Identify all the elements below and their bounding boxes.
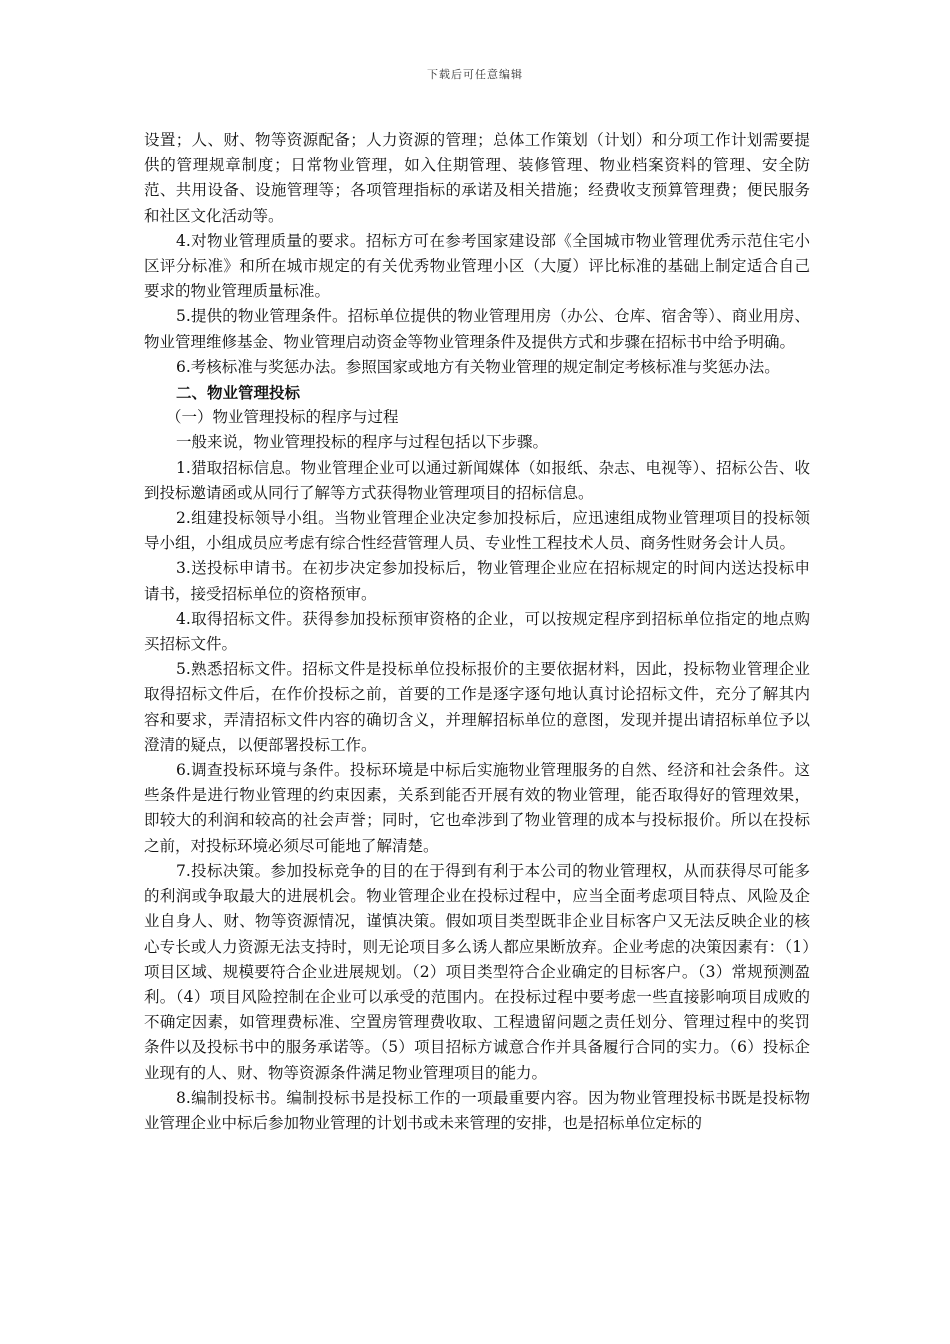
paragraph-step-1: 1.猎取招标信息。物业管理企业可以通过新闻媒体（如报纸、杂志、电视等）、招标公告、收到投标邀请函或从同行了解等方式获得物业管理项目的招标信息。: [144, 458, 810, 502]
paragraph-assessment-standards: 6.考核标准与奖惩办法。参照国家或地方有关物业管理的规定制定考核标准与奖惩办法。: [176, 357, 780, 376]
paragraph-intro-steps: 一般来说，物业管理投标的程序与过程包括以下步骤。: [176, 433, 549, 452]
paragraph-step-8: 8.编制投标书。编制投标书是投标工作的一项最重要内容。因为物业管理投标书既是投标物业管理企业中标后参加物业管理的计划书或未来管理的安排，也是招标单位定标的: [144, 1088, 810, 1132]
subsection-heading-procedure: （一）物业管理投标的程序与过程: [166, 408, 399, 427]
paragraph-management-content-continued: 设置；人、财、物等资源配备；人力资源的管理；总体工作策划（计划）和分项工作计划需要提供的管理规章制度；日常物业管理，如入住期管理、装修管理、物业档案资料的管理、安全防范、共用设备、设施管理等；各项管理指标的承诺及相关措施；经费收支预算管理费；便民服务和社区文化活动等。: [144, 131, 810, 225]
section-heading-bidding: 二、物业管理投标: [176, 383, 301, 403]
document-body: [144, 128, 810, 1136]
paragraph-step-7: 7.投标决策。参加投标竞争的目的在于得到有利于本公司的物业管理权，从而获得尽可能多的利润或争取最大的进展机会。物业管理企业在投标过程中，应当全面考虑项目特点、风险及企业自身人、财、物等资源情况，谨慎决策。假如项目类型既非企业目标客户又无法反映企业的核心专长或人力资源无法支持时，则无论项目多么诱人都应果断放弃。企业考虑的决策因素有：（1）项目区域、规模要符合企业进展规划。（2）项目类型符合企业确定的目标客户。（3）常规预测盈利。（4）项目风险控制在企业可以承受的范围内。在投标过程中要考虑一些直接影响项目成败的不确定因素，如管理费标准、空置房管理费收取、工程遗留问题之责任划分、管理过程中的奖罚条件以及投标书中的服务承诺等。（5）项目招标方诚意合作并具备履行合同的实力。（6）投标企业现有的人、财、物等资源条件满足物业管理项目的能力。: [144, 861, 810, 1082]
paragraph-step-6: 6.调查投标环境与条件。投标环境是中标后实施物业管理服务的自然、经济和社会条件。这些条件是进行物业管理的约束因素，关系到能否开展有效的物业管理，能否取得好的管理效果，即较大的利润和较高的社会声誉；同时，它也牵涉到了物业管理的成本与投标报价。所以在投标之前，对投标环境必须尽可能地了解清楚。: [144, 761, 810, 855]
paragraph-step-3: 3.送投标申请书。在初步决定参加投标后，物业管理企业应在招标规定的时间内送达投标申请书，接受招标单位的资格预审。: [144, 559, 810, 603]
paragraph-step-2: 2.组建投标领导小组。当物业管理企业决定参加投标后，应迅速组成物业管理项目的投标领导小组，小组成员应考虑有综合性经营管理人员、专业性工程技术人员、商务性财务会计人员。: [144, 509, 810, 553]
page-header-note: 下载后可任意编辑: [427, 68, 523, 81]
paragraph-quality-requirements: 4.对物业管理质量的要求。招标方可在参考国家建设部《全国城市物业管理优秀示范住宅小区评分标准》和所在城市规定的有关优秀物业管理小区（大厦）评比标准的基础上制定适合自己要求的物业管理质量标准。: [144, 231, 810, 301]
paragraph-step-4: 4.取得招标文件。获得参加投标预审资格的企业，可以按规定程序到招标单位指定的地点购买招标文件。: [144, 609, 810, 654]
paragraph-step-5: 5.熟悉招标文件。招标文件是投标单位投标报价的主要依据材料，因此，投标物业管理企业取得招标文件后，在作价投标之前，首要的工作是逐字逐句地认真讨论招标文件，充分了解其内容和要求，弄清招标文件内容的确切含义，并理解招标单位的意图，发现并提出请招标单位予以澄清的疑点，以便部署投标工作。: [144, 660, 810, 754]
paragraph-management-conditions: 5.提供的物业管理条件。招标单位提供的物业管理用房（办公、仓库、宿舍等）、商业用房、物业管理维修基金、物业管理启动资金等物业管理条件及提供方式和步骤在招标书中给予明确。: [144, 307, 810, 351]
